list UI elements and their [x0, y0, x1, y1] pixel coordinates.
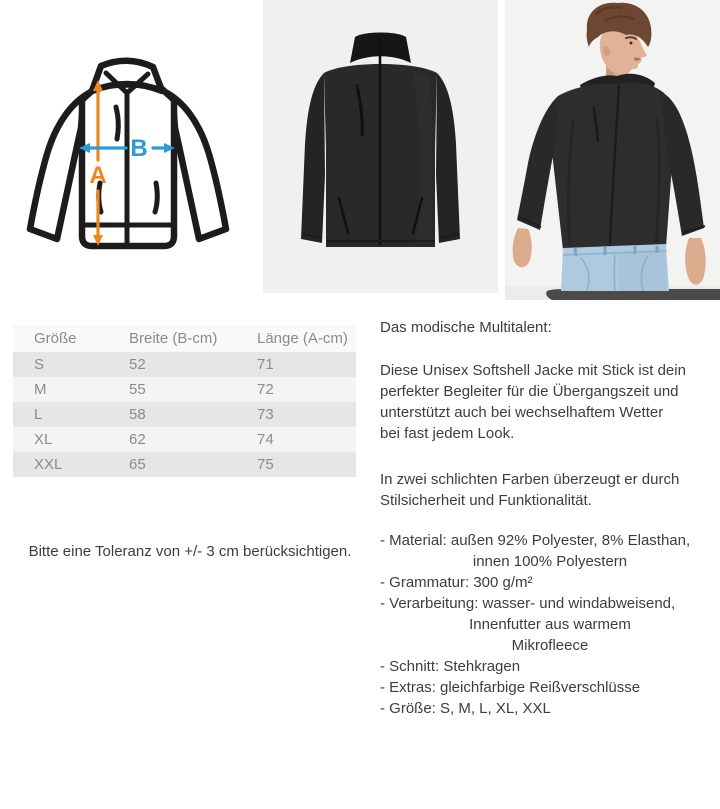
cell-length: 75: [257, 456, 274, 473]
spec-line-extras: - Extras: gleichfarbige Reißverschlüsse: [380, 679, 641, 696]
cell-size: XL: [34, 431, 53, 448]
paragraph-line: bei fast jedem Look.: [380, 425, 515, 442]
paragraph-line: In zwei schlichten Farben überzeugt er durch: [380, 471, 680, 488]
size-table: [13, 325, 356, 477]
model-photo: [505, 0, 720, 300]
paragraph-line: Diese Unisex Softshell Jacke mit Stick ist dein: [380, 362, 686, 379]
paragraph-line: Stilsicherheit und Funktionalität.: [380, 492, 592, 509]
header-size: Größe: [13, 325, 129, 352]
spec-line-material-cont: innen 100% Polyestern: [472, 553, 628, 570]
table-row-xl: [13, 427, 356, 452]
table-row-l: [13, 402, 356, 427]
tolerance-note: Bitte eine Toleranz von +/- 3 cm berücksichtigen.: [28, 543, 352, 560]
spec-line-verarbeitung: - Verarbeitung: wasser- und windabweisend,: [380, 595, 676, 612]
size-table-section: [13, 325, 356, 477]
cell-length: 72: [257, 381, 274, 398]
product-image-gallery: [0, 0, 720, 300]
spec-line-groesse: - Größe: S, M, L, XL, XXL: [380, 700, 551, 717]
cell-width: 62: [129, 431, 146, 448]
paragraph-line: perfekter Begleiter für die Übergangszeit und: [380, 383, 679, 400]
cell-width: 58: [129, 406, 146, 423]
black-softshell-jacket-photo: [263, 0, 498, 293]
cell-width: 52: [129, 356, 146, 373]
cell-size: XXL: [34, 456, 63, 473]
cell-width: 55: [129, 381, 146, 398]
table-row-s: [13, 352, 356, 377]
spec-line-verarbeitung-cont1: Innenfutter aus warmem: [469, 616, 631, 633]
cell-length: 74: [257, 431, 274, 448]
description-heading: Das modische Multitalent:: [380, 319, 552, 336]
spec-line-material: - Material: außen 92% Polyester, 8% Elasthan,: [380, 532, 691, 549]
description-paragraph-1: [380, 360, 720, 444]
width-label-b: B: [130, 135, 148, 162]
length-label-a: A: [89, 162, 107, 189]
product-description: [380, 317, 720, 719]
spec-list: [380, 530, 720, 719]
model-wearing-jacket-photo: [505, 0, 720, 300]
header-width: Breite (B-cm): [129, 325, 257, 352]
size-diagram-image: [0, 0, 263, 300]
cell-size: L: [34, 406, 43, 423]
header-length: Länge (A-cm): [257, 325, 356, 352]
table-row-xxl: [13, 452, 356, 477]
size-table-header-row: [13, 325, 356, 352]
paragraph-line: unterstützt auch bei wechselhaftem Wetter: [380, 404, 664, 421]
cell-size: M: [34, 381, 47, 398]
spec-line-verarbeitung-cont2: Mikrofleece: [511, 637, 589, 654]
spec-line-schnitt: - Schnitt: Stehkragen: [380, 658, 521, 675]
product-photo-front: [263, 0, 498, 293]
cell-size: S: [34, 356, 45, 373]
cell-width: 65: [129, 456, 146, 473]
spec-line-grammatur: - Grammatur: 300 g/m²: [380, 574, 533, 591]
cell-length: 73: [257, 406, 274, 423]
jacket-measurement-drawing: [0, 0, 263, 300]
cell-length: 71: [257, 356, 274, 373]
table-row-m: [13, 377, 356, 402]
description-paragraph-2: [380, 469, 720, 511]
